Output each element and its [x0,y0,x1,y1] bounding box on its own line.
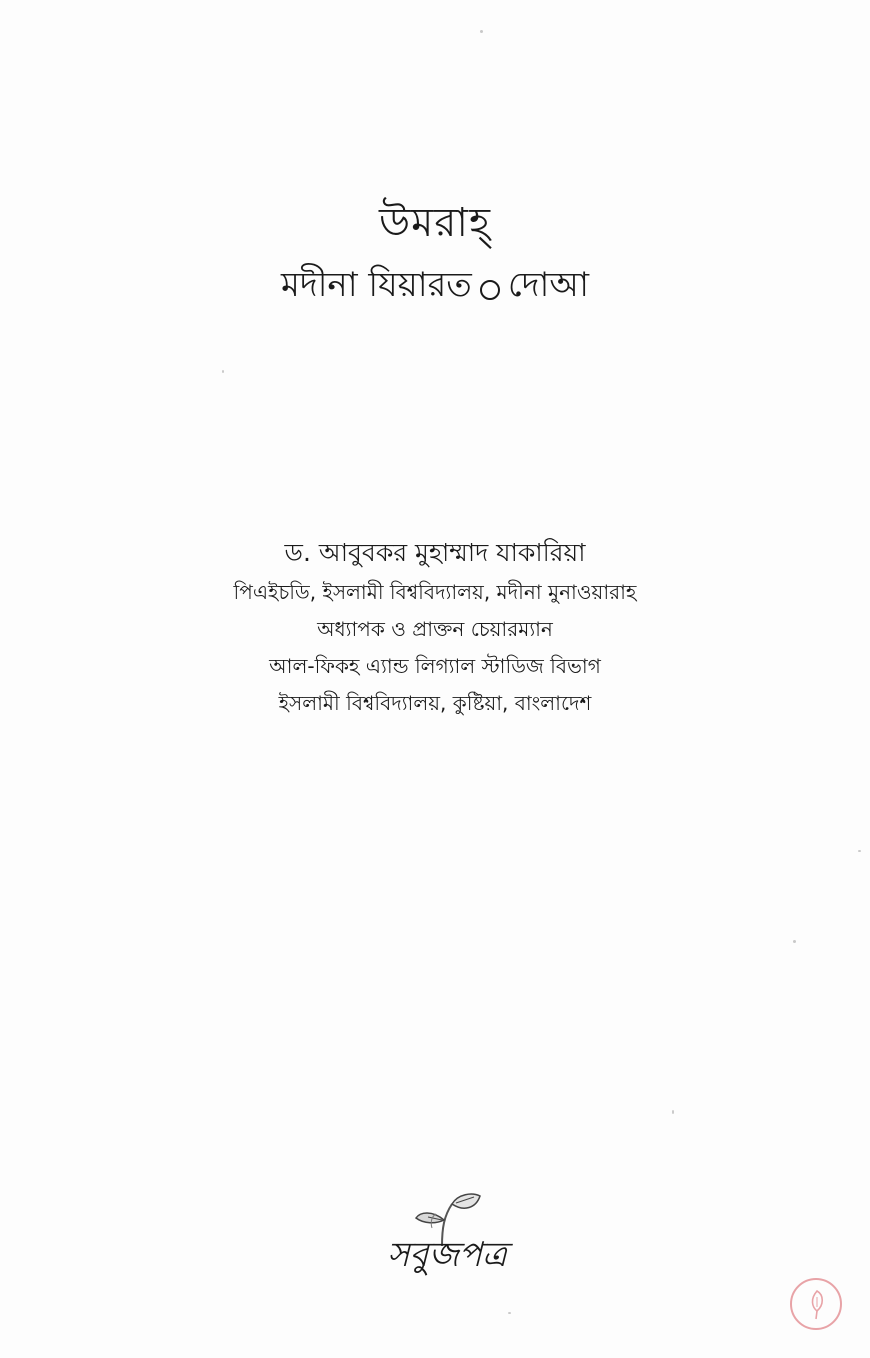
subtitle-right: দোআ [507,265,590,305]
publisher-name: সবুজপত্র [387,1235,507,1275]
author-name: ড. আবুবকর মুহাম্মাদ যাকারিয়া [284,538,586,567]
paper-speck [858,850,861,852]
book-subtitle [0,262,870,308]
quill-icon [804,1289,830,1321]
subtitle-left: মদীনা যিয়ারত [280,265,472,305]
paper-speck [222,370,224,373]
watermark-badge [790,1278,842,1330]
author-credential-line: ইসলামী বিশ্ববিদ্যালয়, কুষ্টিয়া, বাংলাদেশ [278,691,592,715]
publisher-logo [372,1188,522,1298]
author-credential-line: অধ্যাপক ও প্রাক্তন চেয়ারম্যান [317,617,553,641]
author-credential-line: পিএইচডি, ইসলামী বিশ্ববিদ্যালয়, মদীনা মুনাওয়ারাহ [233,580,637,604]
separator-circle-icon [480,280,500,300]
paper-speck [508,1312,511,1314]
paper-speck [480,30,483,33]
author-credential-line: আল-ফিকহ এ্যান্ড লিগ্যাল স্টাডিজ বিভাগ [269,654,601,678]
book-title: উমরাহ্ [379,200,491,246]
paper-speck [793,940,796,943]
author-block [0,532,870,722]
paper-speck [672,1110,674,1114]
